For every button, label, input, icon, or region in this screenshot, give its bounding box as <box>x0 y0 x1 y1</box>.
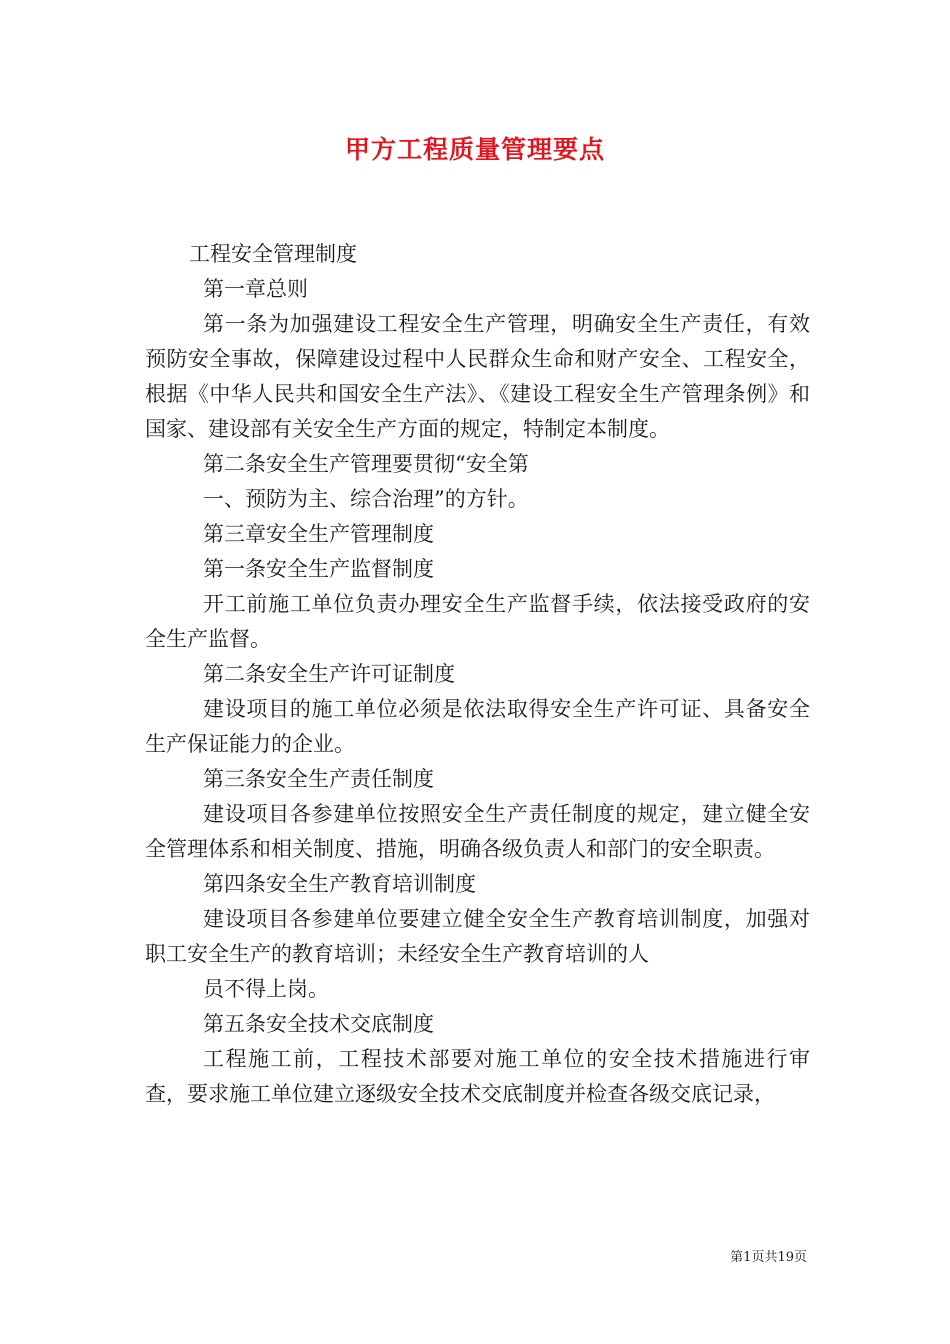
document-title: 甲方工程质量管理要点 <box>344 135 605 164</box>
chapter-heading: 第一章总则 <box>203 277 308 301</box>
paragraph: 第一条为加强建设工程安全生产管理，明确安全生产责任，有效预防安全事故，保障建设过程中人民群众生命和财产安全、工程安全，根据《中华人民共和国安全生产法》、《建设工程安全生产管理条例》和国家、建设部有关安全生产方面的规定，特制定本制度。 <box>145 312 810 441</box>
document-body <box>145 237 810 1112</box>
paragraph: 建设项目各参建单位要建立健全安全生产教育培训制度，加强对职工安全生产的教育培训；未经安全生产教育培训的人 <box>145 907 810 966</box>
paragraph: 建设项目各参建单位按照安全生产责任制度的规定，建立健全安全管理体系和相关制度、措施，明确各级负责人和部门的安全职责。 <box>145 802 810 861</box>
page-number: 第1页共19页 <box>730 1250 807 1265</box>
article-heading: 第二条安全生产许可证制度 <box>203 662 455 686</box>
paragraph-heading: 工程安全管理制度 <box>189 242 357 266</box>
article-heading: 第五条安全技术交底制度 <box>203 1012 434 1036</box>
paragraph: 员不得上岗。 <box>203 977 329 1001</box>
chapter-heading: 第三章安全生产管理制度 <box>203 522 434 546</box>
article-heading: 第三条安全生产责任制度 <box>203 767 434 791</box>
paragraph: 建设项目的施工单位必须是依法取得安全生产许可证、具备安全生产保证能力的企业。 <box>145 697 810 756</box>
paragraph: 开工前施工单位负责办理安全生产监督手续，依法接受政府的安全生产监督。 <box>145 592 810 651</box>
paragraph: 工程施工前，工程技术部要对施工单位的安全技术措施进行审查，要求施工单位建立逐级安全技术交底制度并检查各级交底记录， <box>145 1047 810 1106</box>
article-heading: 第四条安全生产教育培训制度 <box>203 872 476 896</box>
paragraph: 第二条安全生产管理要贯彻“安全第 <box>203 452 529 476</box>
paragraph: 一、预防为主、综合治理”的方针。 <box>203 487 529 511</box>
article-heading: 第一条安全生产监督制度 <box>203 557 434 581</box>
